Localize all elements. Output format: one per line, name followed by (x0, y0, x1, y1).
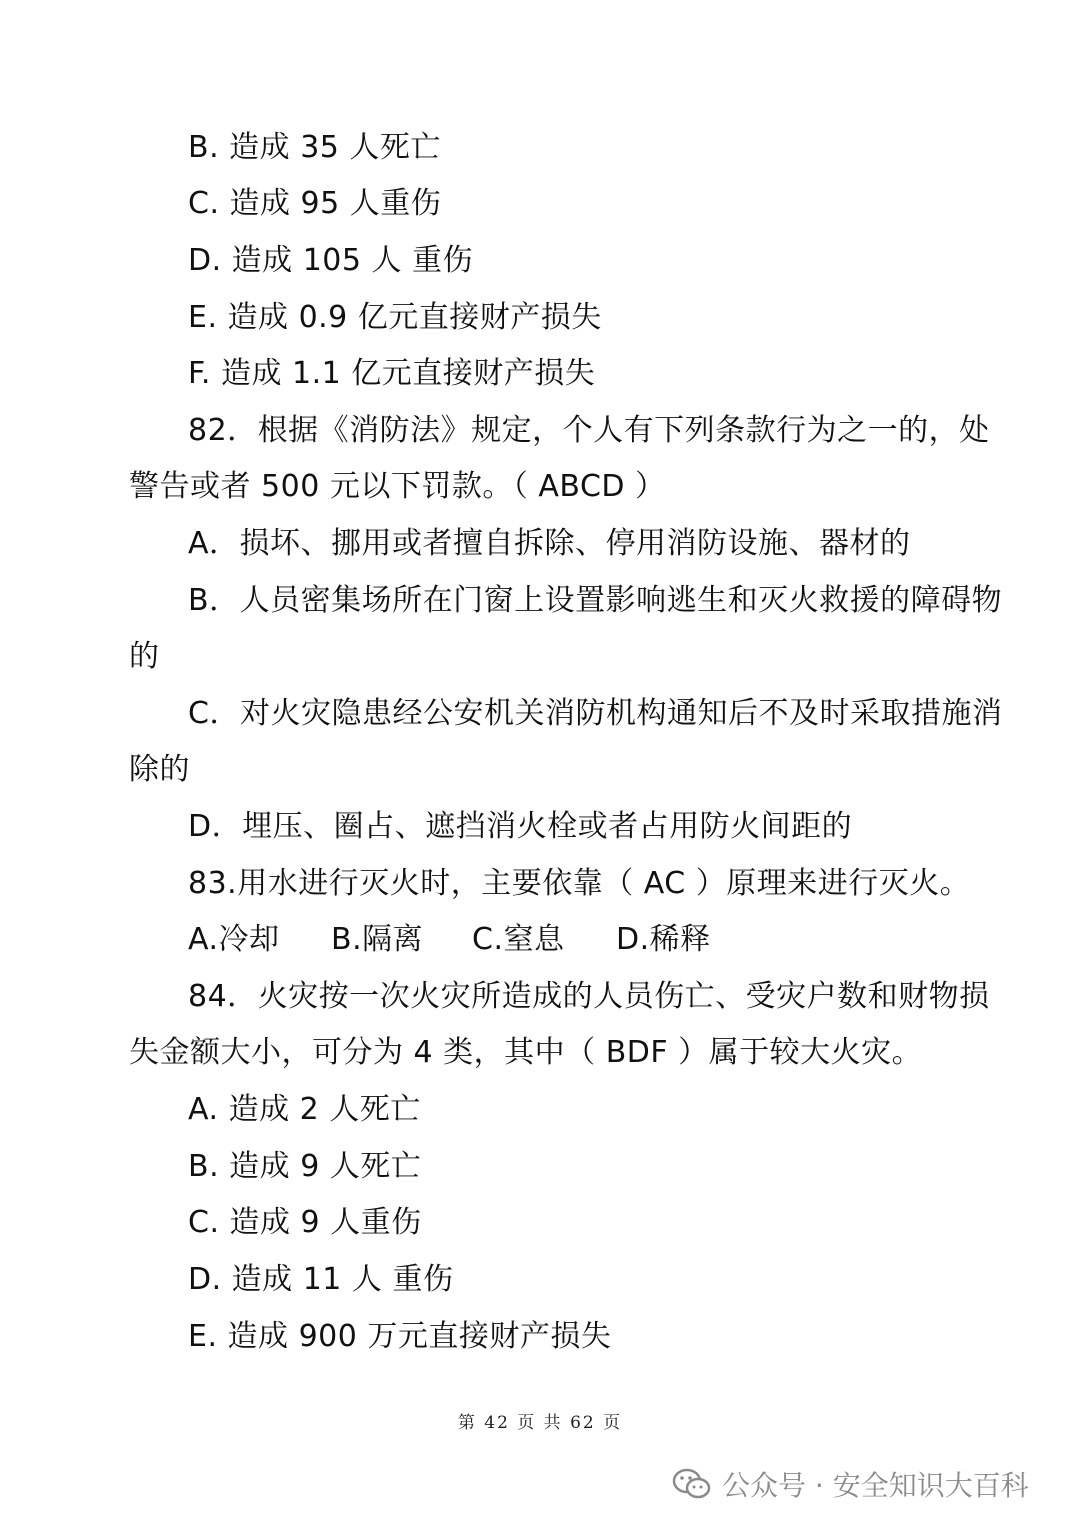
page-number: 第 42 页 共 62 页 (457, 1413, 623, 1433)
q82-option-d: D．埋压、圈占、遮挡消火栓或者占用防火间距的 (188, 809, 853, 844)
question-84-line-2: 失金额大小，可分为 4 类，其中（ BDF ）属于较大火灾。 (129, 1035, 923, 1070)
q82-option-c-line-2: 除的 (129, 752, 190, 787)
watermark (672, 1462, 1029, 1506)
wechat-icon (672, 1467, 712, 1501)
q82-option-a: A．损坏、挪用或者擅自拆除、停用消防设施、器材的 (188, 526, 911, 561)
option-e-line: E. 造成 0.9 亿元直接财产损失 (188, 300, 602, 335)
option-f-line: F. 造成 1.1 亿元直接财产损失 (188, 356, 596, 391)
q83-option-d: D.稀释 (616, 922, 711, 957)
q84-option-e: E. 造成 900 万元直接财产损失 (188, 1319, 612, 1354)
q84-option-b: B. 造成 9 人死亡 (188, 1149, 422, 1184)
q83-option-a: A.冷却 (188, 922, 280, 957)
q84-option-a: A. 造成 2 人死亡 (188, 1092, 421, 1127)
option-c-line: C. 造成 95 人重伤 (188, 186, 442, 221)
q82-option-b-line-1: B．人员密集场所在门窗上设置影响逃生和灭火救援的障碍物 (188, 583, 1003, 618)
q83-options (188, 920, 711, 960)
q83-option-b: B.隔离 (331, 922, 424, 957)
question-82-line-1: 82．根据《消防法》规定，个人有下列条款行为之一的，处 (188, 413, 990, 448)
q82-option-c-line-1: C．对火灾隐患经公安机关消防机构通知后不及时采取措施消 (188, 696, 1003, 731)
option-d-line: D. 造成 105 人 重伤 (188, 243, 474, 278)
q84-option-d: D. 造成 11 人 重伤 (188, 1262, 454, 1297)
watermark-text: 公众号 · 安全知识大百科 (722, 1469, 1029, 1502)
option-b-line: B. 造成 35 人死亡 (188, 130, 441, 165)
q84-option-c: C. 造成 9 人重伤 (188, 1205, 422, 1240)
question-83: 83.用水进行灭火时，主要依靠（ AC ）原理来进行灭火。 (188, 866, 971, 901)
question-84-line-1: 84．火灾按一次火灾所造成的人员伤亡、受灾户数和财物损 (188, 979, 990, 1014)
q83-option-c: C.窒息 (472, 922, 565, 957)
question-82-line-2: 警告或者 500 元以下罚款。（ ABCD ） (129, 469, 666, 504)
q82-option-b-line-2: 的 (129, 639, 160, 674)
